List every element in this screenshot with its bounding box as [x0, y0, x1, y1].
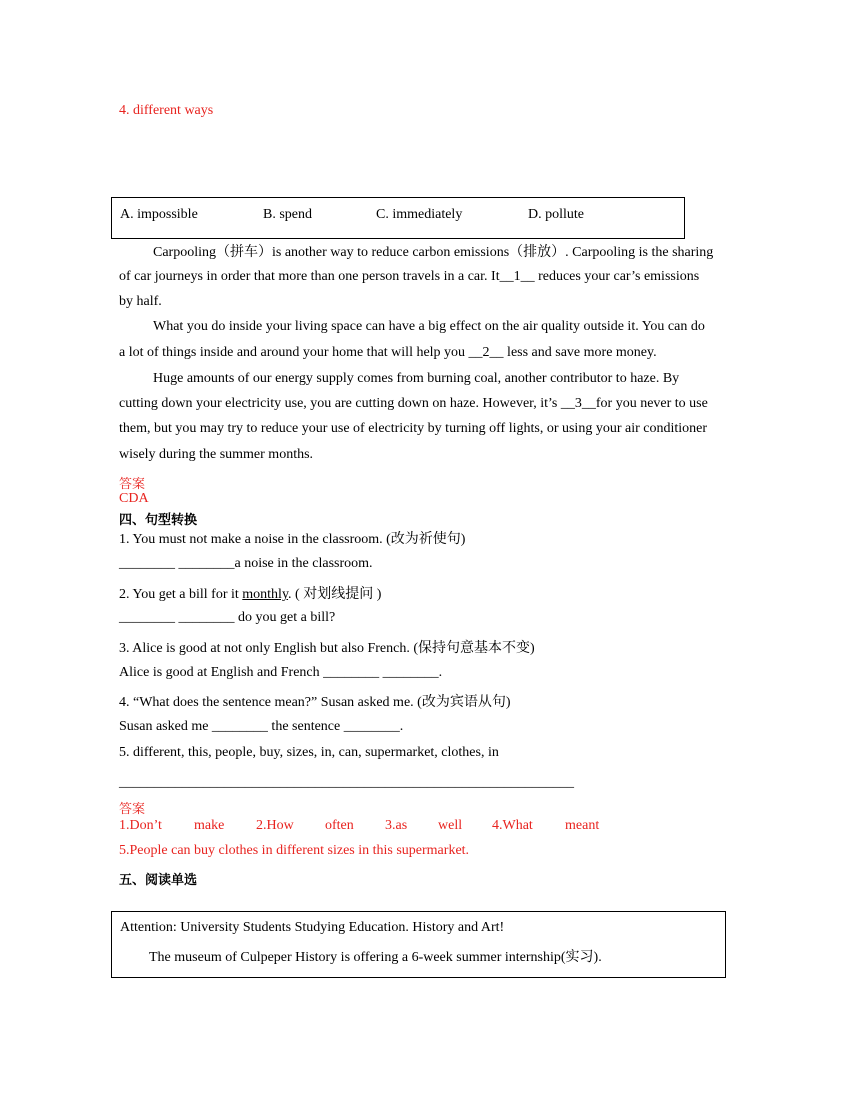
reading-box-text: The museum of Culpeper History is offering a 6-week summer internship(实习).: [149, 950, 602, 965]
underlined-word: monthly: [242, 587, 289, 602]
answer-2-item-4: often: [325, 818, 354, 833]
section-4-heading: 四、句型转换: [119, 513, 198, 528]
section-5-heading: 五、阅读单选: [119, 873, 198, 888]
option-a: A. impossible: [120, 207, 198, 222]
passage-p3-line1: Huge amounts of our energy supply comes from burning coal, another contributor to haze. By: [153, 371, 680, 386]
question-2-blank: ________ ________ do you get a bill?: [119, 610, 336, 625]
question-4: 4. “What does the sentence mean?” Susan asked me. (改为宾语从句): [119, 695, 511, 710]
answer-2-item-5: 3.as: [385, 818, 408, 833]
question-5-answer-line: _________________________________________________________________: [119, 775, 574, 790]
option-c: C. immediately: [376, 207, 463, 222]
previous-answer-4: 4. different ways: [119, 103, 214, 118]
passage-p2-line2: a lot of things inside and around your home that will help you __2__ less and save more money.: [119, 345, 657, 360]
answer-2-item-2: make: [194, 818, 225, 833]
question-3: 3. Alice is good at not only English but also French. (保持句意基本不变): [119, 641, 535, 656]
answer-2-item-7: 4.What: [492, 818, 533, 833]
answer-2-item-8: meant: [565, 818, 600, 833]
question-2-text: 2. You get a bill for it: [119, 587, 243, 602]
option-b: B. spend: [263, 207, 312, 222]
options-box: [111, 197, 685, 239]
answer-2-item-6: well: [438, 818, 463, 833]
answer-2-item-1: 1.Don’t: [119, 818, 162, 833]
reading-box-title: Attention: University Students Studying Education. History and Art!: [120, 920, 505, 935]
question-5: 5. different, this, people, buy, sizes, in, can, supermarket, clothes, in: [119, 745, 499, 760]
question-2: [119, 583, 381, 603]
question-3-blank: Alice is good at English and French ________ ________.: [119, 665, 443, 680]
passage-p3-line3: them, but you may try to reduce your use of electricity by turning off lights, or using your air conditioner: [119, 421, 707, 436]
answer-2-item-3: 2.How: [256, 818, 294, 833]
answer-value: CDA: [119, 491, 149, 506]
option-d: D. pollute: [528, 207, 584, 222]
question-1: 1. You must not make a noise in the classroom. (改为祈使句): [119, 532, 466, 547]
reading-box: [111, 911, 726, 978]
passage-p3-line4: wisely during the summer months.: [119, 447, 314, 462]
answer-2-line-5: 5.People can buy clothes in different sizes in this supermarket.: [119, 843, 470, 858]
passage-p3-line2: cutting down your electricity use, you are cutting down on haze. However, it’s __3__for you never to use: [119, 396, 708, 411]
answer-2-label: 答案: [119, 802, 146, 817]
question-4-blank: Susan asked me ________ the sentence ________.: [119, 719, 404, 734]
passage-p1-line3: by half.: [119, 294, 162, 309]
question-1-blank: ________ ________a noise in the classroom.: [119, 556, 373, 571]
question-2-instruction: . ( 对划线提问 ): [288, 587, 382, 602]
passage-p1-line2: of car journeys in order that more than one person travels in a car. It__1__ reduces your car’s emissions: [119, 269, 700, 284]
answer-label: 答案: [119, 477, 146, 492]
passage-p2-line1: What you do inside your living space can have a big effect on the air quality outside it. You can do: [153, 319, 705, 334]
passage-p1-line1: Carpooling（拼车）is another way to reduce carbon emissions（排放）. Carpooling is the sharing: [153, 245, 714, 260]
